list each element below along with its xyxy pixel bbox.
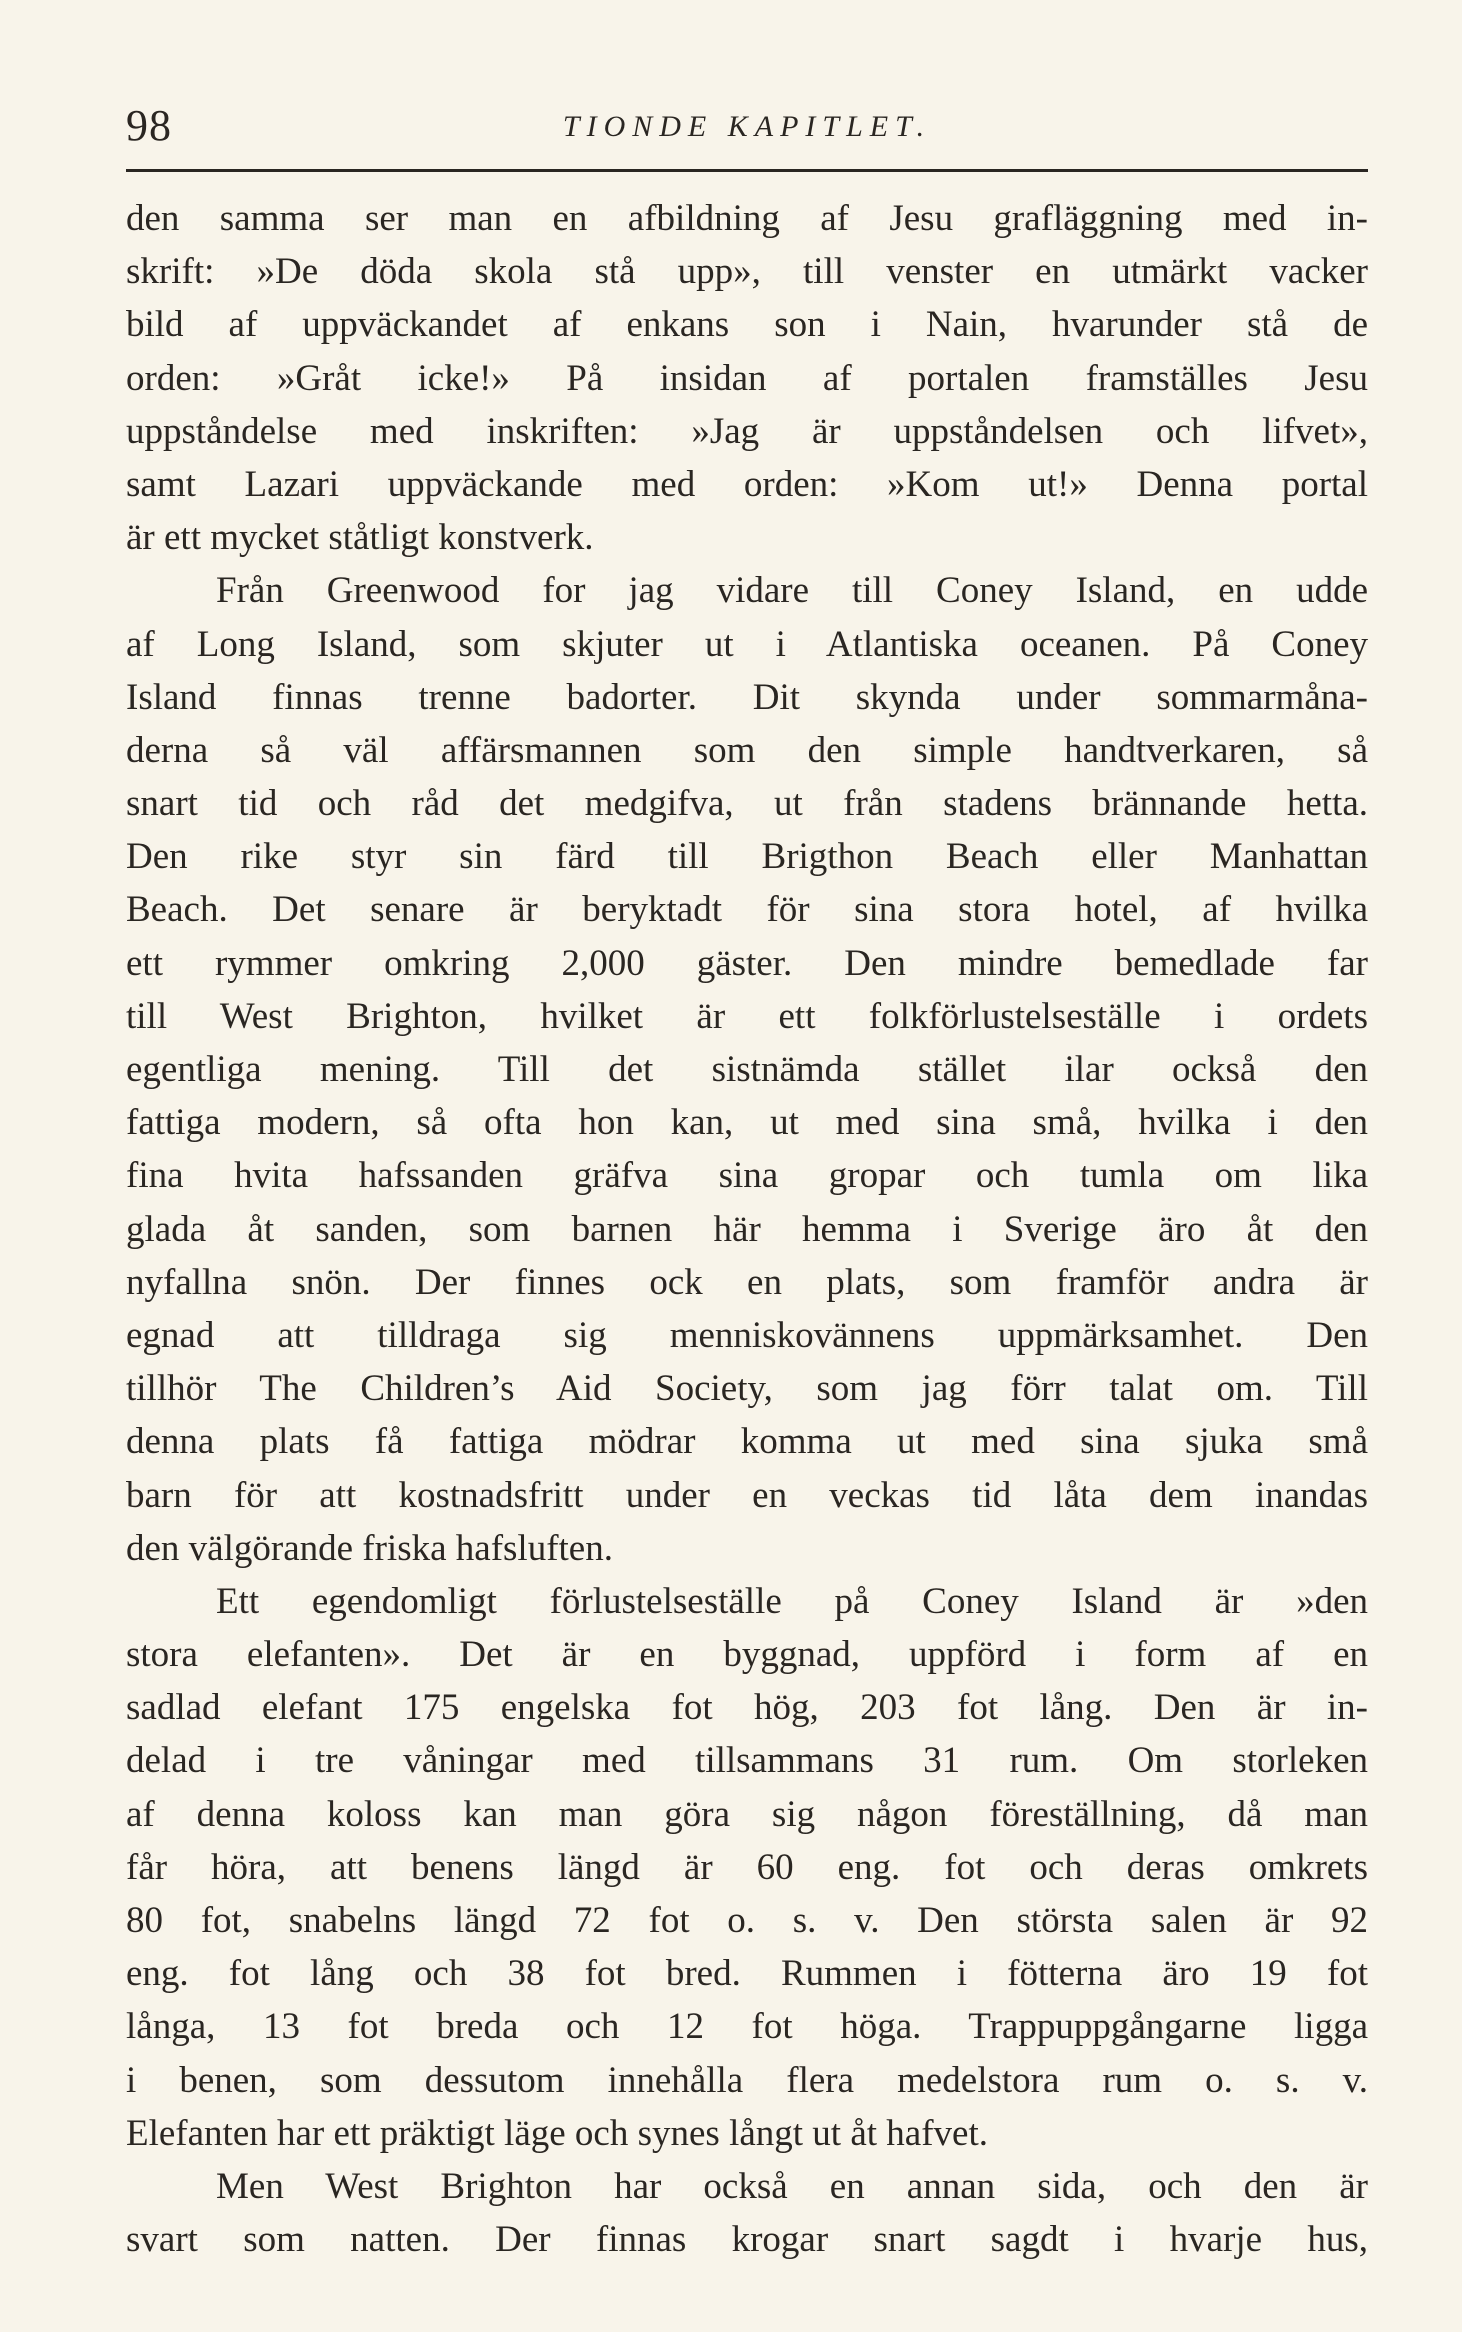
text-line: Från Greenwood for jag vidare till Coney Island, en udde bbox=[216, 570, 1368, 612]
page-number: 98 bbox=[126, 101, 172, 150]
text-line: denna plats få fattiga mödrar komma ut med sina sjuka små bbox=[126, 1421, 1368, 1463]
text-line: Ett egendomligt förlustelseställe på Coney Island är »den bbox=[216, 1580, 1368, 1622]
text-line: får höra, att benens längd är 60 eng. fot och deras omkrets bbox=[126, 1846, 1368, 1888]
text-line: till West Brighton, hvilket är ett folkförlustelseställe i ordets bbox=[126, 995, 1368, 1037]
text-line: delad i tre våningar med tillsammans 31 rum. Om storleken bbox=[126, 1740, 1368, 1782]
text-line: egnad att tilldraga sig menniskovännens uppmärksamhet. Den bbox=[126, 1314, 1368, 1356]
text-line: är ett mycket ståtligt konstverk. bbox=[126, 517, 594, 559]
text-line: den samma ser man en afbildning af Jesu grafläggning med in- bbox=[126, 198, 1368, 239]
text-line: barn för att kostnadsfritt under en veckas tid låta dem inandas bbox=[126, 1474, 1368, 1516]
text-line: samt Lazari uppväckande med orden: »Kom ut!» Denna portal bbox=[126, 463, 1368, 505]
text-line: sadlad elefant 175 engelska fot hög, 203 fot lång. Den är in- bbox=[126, 1687, 1368, 1729]
running-title: TIONDE KAPITLET. bbox=[562, 110, 932, 143]
text-line: nyfallna snön. Der finnes ock en plats, som framför andra är bbox=[126, 1261, 1368, 1303]
text-line: den välgörande friska hafsluften. bbox=[126, 1527, 613, 1569]
text-line: Den rike styr sin färd till Brigthon Beach eller Manhattan bbox=[126, 836, 1368, 878]
page-header bbox=[126, 96, 1368, 156]
text-line: eng. fot lång och 38 fot bred. Rummen i fötterna äro 19 fot bbox=[126, 1953, 1368, 1995]
text-line: svart som natten. Der finnas krogar snart sagdt i hvarje hus, bbox=[126, 2219, 1368, 2261]
text-line: Beach. Det senare är beryktadt för sina stora hotel, af hvilka bbox=[126, 889, 1368, 931]
text-line: derna så väl affärsmannen som den simple handtverkaren, så bbox=[126, 729, 1368, 771]
text-line: fina hvita hafssanden gräfva sina gropar och tumla om lika bbox=[126, 1155, 1368, 1197]
text-line: 80 fot, snabelns längd 72 fot o. s. v. Den största salen är 92 bbox=[126, 1900, 1368, 1941]
text-line: af denna koloss kan man göra sig någon föreställning, då man bbox=[126, 1793, 1368, 1835]
text-line: bild af uppväckandet af enkans son i Nain, hvarunder stå de bbox=[126, 304, 1368, 346]
text-line: Island finnas trenne badorter. Dit skynda under sommarmåna- bbox=[126, 676, 1368, 718]
text-line: fattiga modern, så ofta hon kan, ut med sina små, hvilka i den bbox=[126, 1102, 1368, 1144]
text-line: i benen, som dessutom innehålla flera medelstora rum o. s. v. bbox=[126, 2059, 1368, 2101]
text-line: glada åt sanden, som barnen här hemma i Sverige äro åt den bbox=[126, 1208, 1368, 1250]
body-text bbox=[126, 192, 1368, 2266]
text-line: ett rymmer omkring 2,000 gäster. Den mindre bemedlade far bbox=[126, 942, 1368, 984]
text-line: skrift: »De döda skola stå upp», till venster en utmärkt vacker bbox=[126, 251, 1368, 293]
text-line: Men West Brighton har också en annan sida, och den är bbox=[216, 2165, 1368, 2207]
text-line: af Long Island, som skjuter ut i Atlantiska oceanen. På Coney bbox=[126, 623, 1368, 665]
text-line: egentliga mening. Till det sistnämda stället ilar också den bbox=[126, 1049, 1368, 1090]
header-rule bbox=[126, 169, 1368, 172]
text-line: långa, 13 fot breda och 12 fot höga. Trappuppgångarne ligga bbox=[126, 2006, 1368, 2048]
text-line: tillhör The Children’s Aid Society, som jag förr talat om. Till bbox=[126, 1368, 1368, 1410]
text-line: orden: »Gråt icke!» På insidan af portalen framställes Jesu bbox=[126, 357, 1368, 399]
text-line: uppståndelse med inskriften: »Jag är uppståndelsen och lifvet», bbox=[126, 410, 1368, 452]
text-line: snart tid och råd det medgifva, ut från stadens brännande hetta. bbox=[126, 783, 1368, 825]
text-line: Elefanten har ett präktigt läge och synes långt ut åt hafvet. bbox=[126, 2112, 988, 2154]
text-line: stora elefanten». Det är en byggnad, uppförd i form af en bbox=[126, 1634, 1368, 1676]
